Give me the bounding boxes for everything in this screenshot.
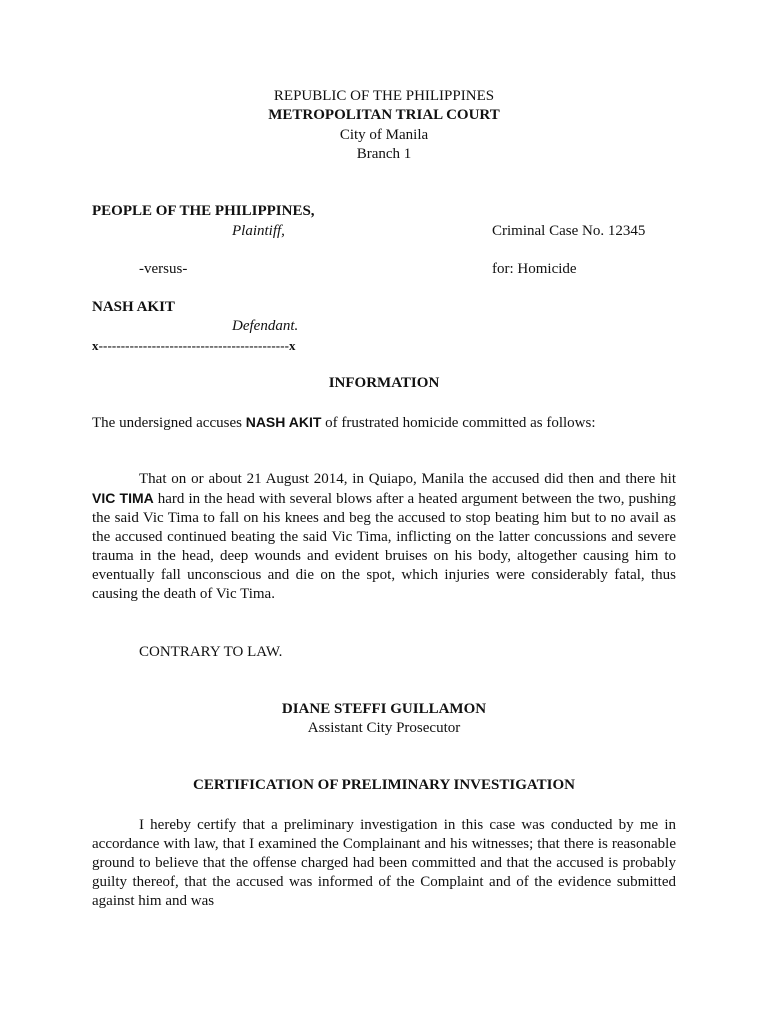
certification-title: CERTIFICATION OF PRELIMINARY INVESTIGATION [193,777,575,793]
victim-name: VIC TIMA [92,490,154,506]
signatory-title: Assistant City Prosecutor [307,720,461,736]
information-title: INFORMATION [328,375,440,391]
branch-heading: Branch 1 [356,146,412,162]
republic-heading: REPUBLIC OF THE PHILIPPINES [273,88,495,104]
city-heading: City of Manila [339,127,429,143]
versus-label: -versus- [139,261,188,277]
caption-separator: x-------------------------------------------x [92,338,296,353]
plaintiff-role: Plaintiff, [232,223,285,239]
intro-text-before: The undersigned accuses [92,415,246,431]
contrary-to-law: CONTRARY TO LAW. [139,644,283,660]
defendant-name: NASH AKIT [92,299,175,315]
body-text-before: That on or about 21 August 2014, in Quiapo, Manila the accused did then and there hit [139,471,676,487]
plaintiff-name: PEOPLE OF THE PHILIPPINES, [92,203,315,219]
information-intro [92,413,676,433]
body-text-after: hard in the head with several blows after a heated argument between the two, pushing the said Vic Tima to fall on his knees and beg the accused to stop beating him but to no avail as the accused continued beating the said Vic Tima, inflicting on the latter concussions and severe trauma in the head, deep wounds and evident bruises on his body, altogether causing him to eventually fall unconscious and die on the spot, which injuries were considerably fatal, thus causing the death of Vic Tima. [92,491,676,602]
case-number: Criminal Case No. 12345 [492,223,646,239]
court-heading: METROPOLITAN TRIAL COURT [268,107,500,123]
charge-label: for: Homicide [492,261,577,277]
certification-body: I hereby certify that a preliminary investigation in this case was conducted by me in accordance with law, that I examined the Complainant and his witnesses; that there is reasonable ground to believe that the offense charged had been committed and that the accused is probably guilty thereof, that the accused was informed of the Complaint and of the evidence submitted against him and was [92,817,676,909]
accused-name: NASH AKIT [245,414,322,430]
intro-text-after: of frustrated homicide committed as follows: [321,415,596,431]
signatory-name: DIANE STEFFI GUILLAMON [281,701,487,717]
information-body [92,470,676,604]
defendant-role: Defendant. [232,318,299,334]
